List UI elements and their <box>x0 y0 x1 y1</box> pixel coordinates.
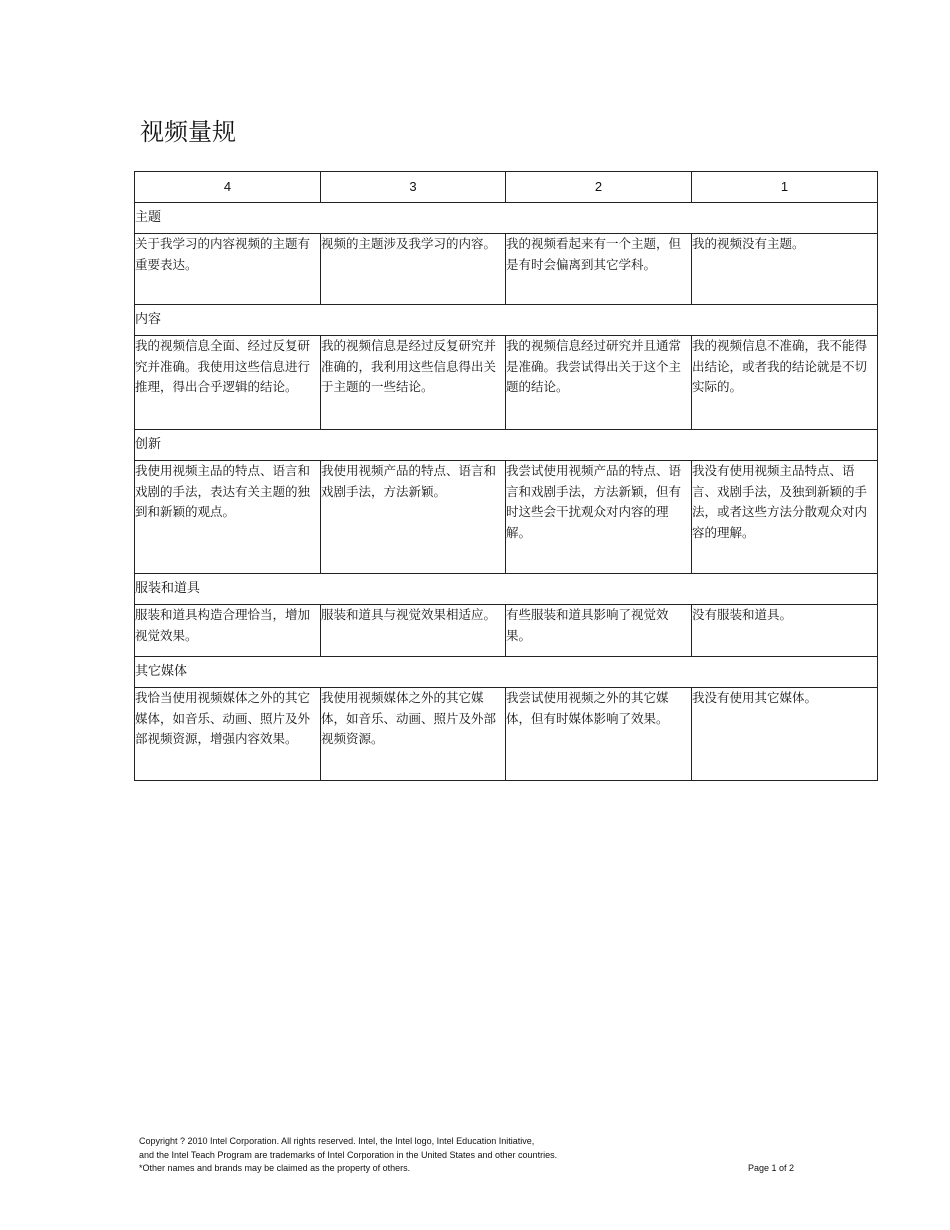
score-header-3: 3 <box>321 172 506 203</box>
trademark-line: and the Intel Teach Program are trademarks of Intel Corporation in the United States and other countries. <box>139 1149 558 1160</box>
criteria-cell-costumes-2: 有些服装和道具影响了视觉效果。 <box>506 605 692 657</box>
section-title-innovation: 创新 <box>135 430 878 461</box>
criteria-row-theme <box>135 234 878 305</box>
criteria-cell-innovation-3: 我使用视频产品的特点、语言和戏剧手法，方法新颖。 <box>321 461 506 574</box>
criteria-cell-theme-2: 我的视频看起来有一个主题，但是有时会偏离到其它学科。 <box>506 234 692 305</box>
copyright-line: Copyright ? 2010 Intel Corporation. All rights reserved. Intel, the Intel logo, Intel Education Initiative, <box>139 1136 535 1146</box>
page-number: Page 1 of 2 <box>748 1163 795 1173</box>
section-row-other-media <box>135 657 878 688</box>
criteria-cell-innovation-4: 我使用视频主品的特点、语言和戏剧的手法，表达有关主题的独到和新颖的观点。 <box>135 461 321 574</box>
section-title-content: 内容 <box>135 305 878 336</box>
rubric-table <box>134 171 878 781</box>
criteria-cell-content-1: 我的视频信息不准确，我不能得出结论，或者我的结论就是不切实际的。 <box>692 336 878 430</box>
criteria-cell-costumes-3: 服装和道具与视觉效果相适应。 <box>321 605 506 657</box>
criteria-cell-content-2: 我的视频信息经过研究并且通常是准确。我尝试得出关于这个主题的结论。 <box>506 336 692 430</box>
section-title-costumes: 服装和道具 <box>135 574 878 605</box>
criteria-cell-other-media-3: 我使用视频媒体之外的其它媒体，如音乐、动画、照片及外部视频资源。 <box>321 688 506 781</box>
criteria-cell-other-media-1: 我没有使用其它媒体。 <box>692 688 878 781</box>
score-header-4: 4 <box>135 172 321 203</box>
criteria-row-content <box>135 336 878 430</box>
criteria-row-costumes <box>135 605 878 657</box>
score-header-row <box>135 172 878 203</box>
section-row-innovation <box>135 430 878 461</box>
copyright-footer <box>139 1135 799 1176</box>
criteria-cell-theme-3: 视频的主题涉及我学习的内容。 <box>321 234 506 305</box>
page-title: 视频量规 <box>140 118 236 146</box>
score-header-1: 1 <box>692 172 878 203</box>
criteria-cell-innovation-2: 我尝试使用视频产品的特点、语言和戏剧手法，方法新颖，但有时这些会干扰观众对内容的理解。 <box>506 461 692 574</box>
criteria-cell-theme-4: 关于我学习的内容视频的主题有重要表达。 <box>135 234 321 305</box>
criteria-cell-other-media-4: 我恰当使用视频媒体之外的其它媒体，如音乐、动画、照片及外部视频资源，增强内容效果。 <box>135 688 321 781</box>
criteria-cell-content-3: 我的视频信息是经过反复研究并准确的，我利用这些信息得出关于主题的一些结论。 <box>321 336 506 430</box>
section-row-content <box>135 305 878 336</box>
section-row-theme <box>135 203 878 234</box>
section-title-other-media: 其它媒体 <box>135 657 878 688</box>
section-row-costumes <box>135 574 878 605</box>
score-header-2: 2 <box>506 172 692 203</box>
criteria-cell-content-4: 我的视频信息全面、经过反复研究并准确。我使用这些信息进行推理，得出合乎逻辑的结论。 <box>135 336 321 430</box>
criteria-cell-other-media-2: 我尝试使用视频之外的其它媒体，但有时媒体影响了效果。 <box>506 688 692 781</box>
criteria-row-other-media <box>135 688 878 781</box>
criteria-cell-theme-1: 我的视频没有主题。 <box>692 234 878 305</box>
criteria-row-innovation <box>135 461 878 574</box>
section-title-theme: 主题 <box>135 203 878 234</box>
criteria-cell-costumes-4: 服装和道具构造合理恰当，增加视觉效果。 <box>135 605 321 657</box>
criteria-cell-costumes-1: 没有服装和道具。 <box>692 605 878 657</box>
criteria-cell-innovation-1: 我没有使用视频主品特点、语言、戏剧手法，及独到新颖的手法，或者这些方法分散观众对内容的理解。 <box>692 461 878 574</box>
other-brands-line: *Other names and brands may be claimed as the property of others. <box>139 1163 411 1173</box>
